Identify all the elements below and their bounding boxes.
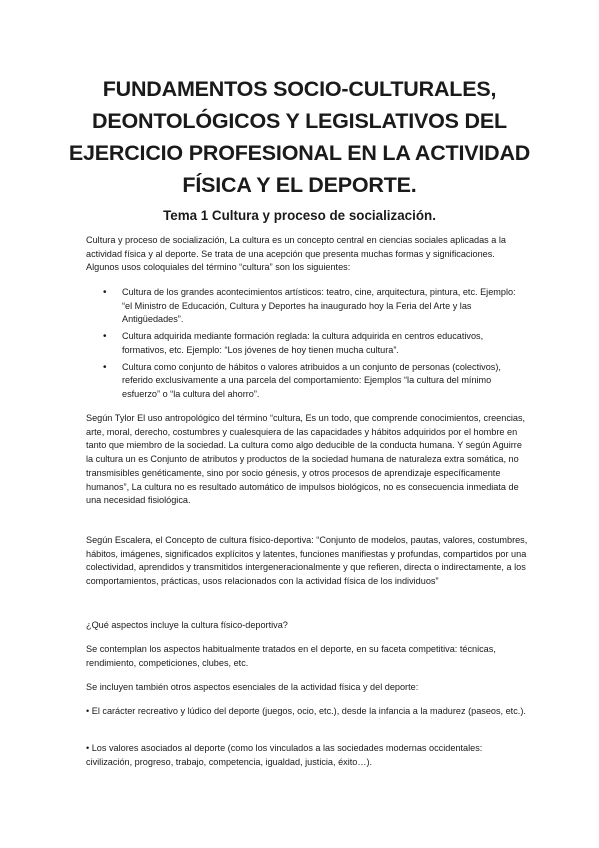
valores-item: • Los valores asociados al deporte (como los vinculados a las sociedades modernas occidentales: civilización, progreso, trabajo, competencia, igualdad, justicia, éxito…). xyxy=(86,743,483,767)
bullet-icon: • xyxy=(103,331,107,343)
bullet-icon: • xyxy=(103,287,107,298)
list-item-text: Cultura adquirida mediante formación reglada: la cultura adquirida en centros educativos, formativos, etc. Ejemplo: “Los jóvenes de hoy tienen mucha cultura”. xyxy=(122,331,484,355)
recreativo-item: • El carácter recreativo y lúdico del deporte (juegos, ocio, etc.), desde la infancia a la madurez (paseos, etc.). xyxy=(86,706,526,716)
culture-uses-list xyxy=(86,286,528,405)
list-item-text: Cultura de los grandes acontecimientos artísticos: teatro, cine, arquitectura, pintura, etc. Ejemplo: “el Ministro de Educación, Cultura y Deportes ha inaugurado hoy la Feria del Arte y las Antigüedades”. xyxy=(122,287,516,325)
question-paragraph: ¿Qué aspectos incluye la cultura físico-deportiva? xyxy=(86,620,288,630)
document-title: FUNDAMENTOS SOCIO-CULTURALES, DEONTOLÓGICOS Y LEGISLATIVOS DEL EJERCICIO PROFESIONAL EN LA ACTIVIDAD FÍSICA Y EL DEPORTE. xyxy=(68,77,531,197)
list-item xyxy=(86,330,528,357)
intro-paragraph: Cultura y proceso de socialización, La cultura es un concepto central en ciencias sociales aplicadas a la actividad física y al deporte. Se trata de una acepción que presenta muchas formas y significaciones. Algunos usos coloquiales del término “cultura” son los siguientes: xyxy=(86,235,506,273)
list-item-text: Cultura como conjunto de hábitos o valores atribuidos a un conjunto de personas (colectivos), referido exclusivamente a una parcela del comportamiento: Ejemplos “la cultura del mínimo esfuerzo” o “la cultura del ahorro”. xyxy=(122,361,501,399)
escalera-paragraph: Según Escalera, el Concepto de cultura físico-deportiva: “Conjunto de modelos, pautas, valores, costumbres, hábitos, imágenes, significados explícitos y latentes, funciones manifiestas y profundas, compartidos por una colectividad, aprendidos y transmitidos intergeneracionalmente y que refieren, directa o indirectamente, a los comportamientos, prácticas, usos relacionados con la actividad física de los individuos” xyxy=(86,535,528,587)
section-subtitle: Tema 1 Cultura y proceso de socialización. xyxy=(163,208,436,223)
bullet-icon: • xyxy=(103,361,107,373)
tylor-paragraph: Según Tylor El uso antropológico del término “cultura, Es un todo, que comprende conocimientos, creencias, arte, moral, derecho, costumbres y cualesquiera de las capacidades y hábitos adquiridos por el hombre en tanto que miembro de la sociedad. La cultura como algo deducible de la conducta humana. Y según Aguirre la cultura un es Conjunto de atributos y productos de la sociedad humana de naturaleza extra somática, no transmisibles genéticamente, sino por socio génesis, y otros procesos de aprendizaje específicamente humanos”, La cultura no es resultado automático de impulsos biológicos, no es consecuencia inmediata de una necesidad fisiológica. xyxy=(86,413,526,506)
incluyen-paragraph: Se incluyen también otros aspectos esenciales de la actividad física y del deporte: xyxy=(86,682,419,692)
contemplan-paragraph: Se contemplan los aspectos habitualmente tratados en el deporte, en su faceta competitiva: técnicas, rendimiento, competiciones, clubes, etc. xyxy=(86,644,496,668)
list-item xyxy=(86,361,528,402)
list-item xyxy=(86,286,528,327)
